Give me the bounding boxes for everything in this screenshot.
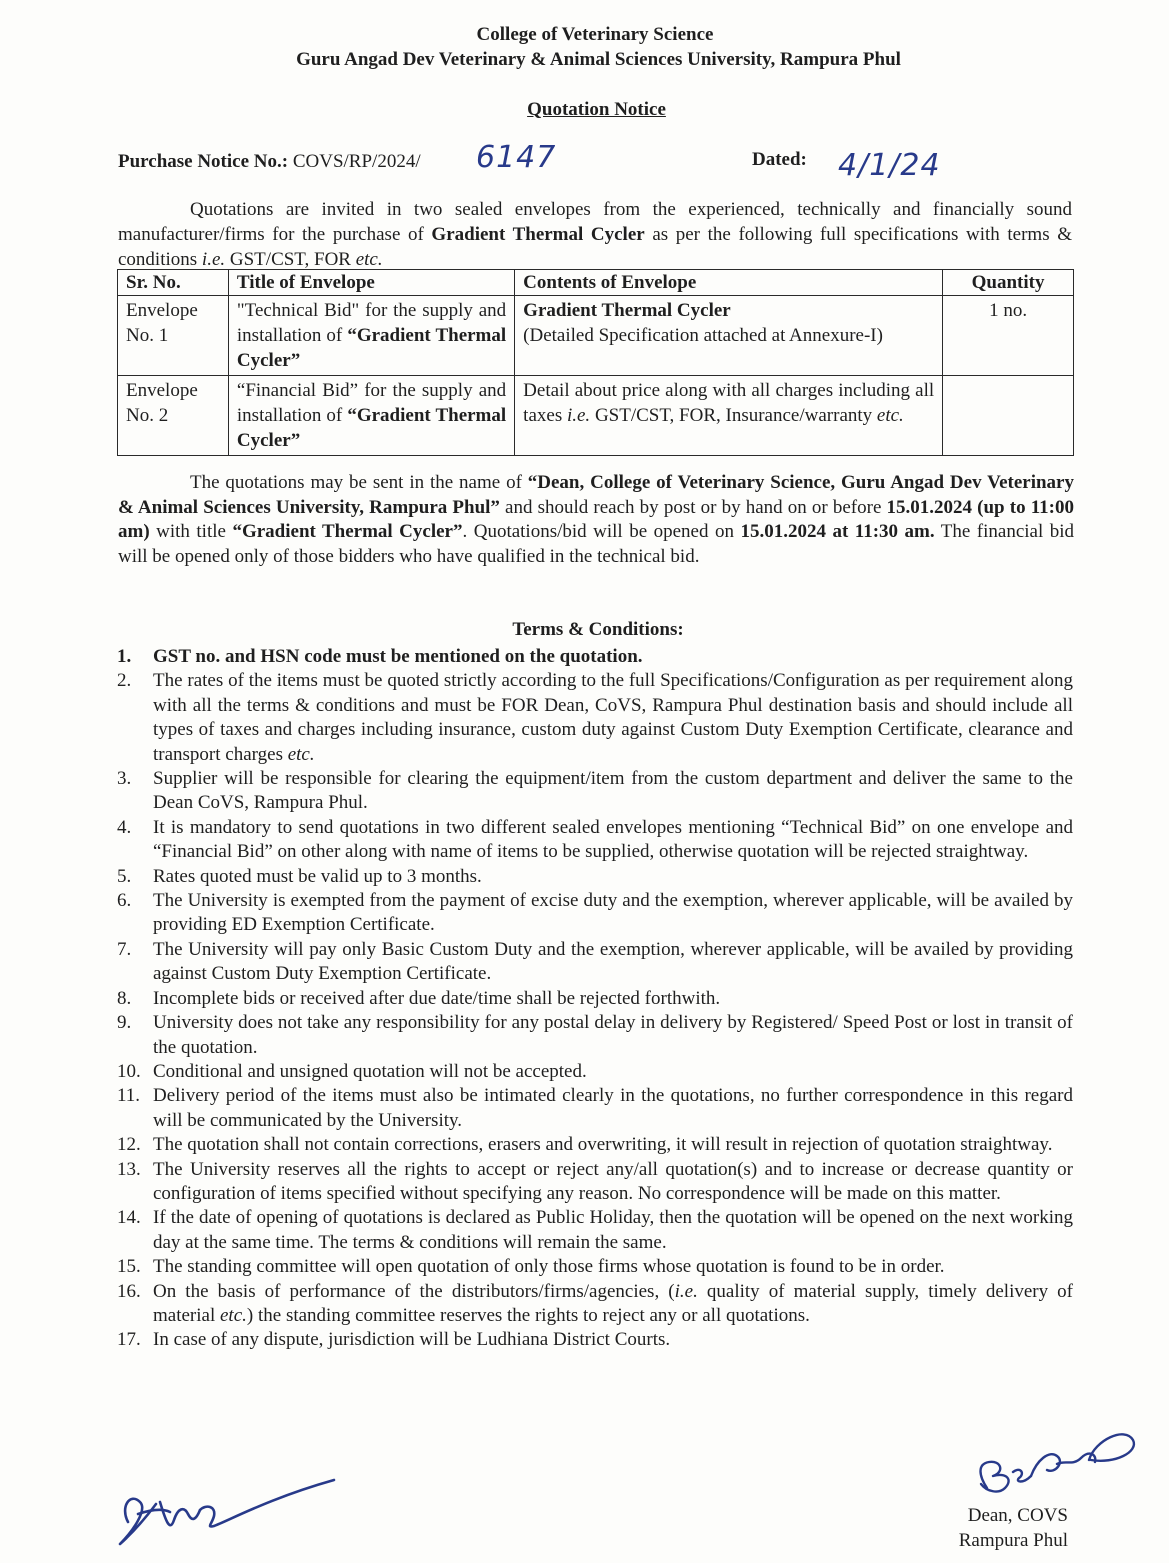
- column-header: Title of Envelope: [228, 270, 514, 296]
- table-cell: Envelope No. 2: [118, 376, 229, 456]
- list-item: 12. The quotation shall not contain corrections, erasers and overwriting, it will result in rejection of quotation straightway.: [117, 1134, 1053, 1156]
- list-item: 9. University does not take any responsibility for any postal delay in delivery by Registered/ Speed Post or lost in transit of the quotation.: [117, 1012, 1073, 1058]
- list-item: 17. In case of any dispute, jurisdiction will be Ludhiana District Courts.: [117, 1329, 671, 1351]
- column-header: Sr. No.: [118, 270, 229, 296]
- table-cell: 1 no.: [943, 296, 1074, 376]
- column-header: Contents of Envelope: [515, 270, 943, 296]
- list-item: 16. On the basis of performance of the distributors/firms/agencies, (i.e. quality of material supply, timely delivery of material etc.) the standing committee reserves the rights to reject any or all quotations.: [117, 1280, 1074, 1326]
- table-row: [118, 376, 1074, 456]
- list-item: 8. Incomplete bids or received after due date/time shall be rejected forthwith.: [117, 987, 721, 1009]
- table-cell: Envelope No. 1: [118, 296, 229, 376]
- terms-heading: Terms & Conditions:: [512, 619, 684, 640]
- handwritten-signature-right: [965, 1420, 1140, 1498]
- list-item: 3. Supplier will be responsible for clearing the equipment/item from the custom department and deliver the same to the Dean CoVS, Rampura Phul.: [117, 768, 1073, 814]
- signatory-location: Rampura Phul: [958, 1530, 1068, 1551]
- column-header: Quantity: [943, 270, 1074, 296]
- signatory-title: Dean, COVS: [967, 1505, 1068, 1526]
- handwritten-signature-left: [110, 1462, 345, 1557]
- table-cell: Gradient Thermal Cycler (Detailed Specification attached at Annexure-I): [515, 296, 943, 376]
- list-item: 6. The University is exempted from the payment of excise duty and the exemption, wherever applicable, will be availed by providing ED Exemption Certificate.: [117, 890, 1073, 936]
- college-name: College of Veterinary Science: [476, 24, 714, 45]
- list-item: 2. The rates of the items must be quoted strictly according to the full Specifications/Configuration as per requirement along with all the terms & conditions and must be FOR Dean, CoVS, Rampura Phul destination basis and should include all types of taxes and charges including insurance, custom duty against Custom Duty Exemption Certificate, clearance and transport charges etc.: [117, 670, 1073, 765]
- submission-paragraph: The quotations may be sent in the name of “Dean, College of Veterinary Science, Guru Angad Dev Veterinary & Animal Sciences University, Rampura Phul” and should reach by post or by hand on or before 15.01.2024 (up to 11:00 am) with title “Gradient Thermal Cycler”. Quotations/bid will be opened on 15.01.2024 at 11:30 am. The financial bid will be opened only of those bidders who have qualified in the technical bid.: [118, 472, 1075, 567]
- dated-label: Dated:: [752, 149, 807, 170]
- intro-paragraph: Quotations are invited in two sealed envelopes from the experienced, technically and financially sound manufacturer/firms for the purchase of Gradient Thermal Cycler as per the following full specifications with terms & conditions i.e. GST/CST, FOR etc.: [118, 199, 1072, 270]
- purchase-notice-number: [118, 151, 421, 173]
- list-item: 5. Rates quoted must be valid up to 3 months.: [117, 865, 482, 887]
- handwritten-notice-number: 6147: [476, 140, 557, 175]
- terms-list: [117, 645, 1073, 1353]
- university-name: Guru Angad Dev Veterinary & Animal Sciences University, Rampura Phul: [296, 49, 901, 70]
- table-cell: "Technical Bid" for the supply and installation of “Gradient Thermal Cycler”: [228, 296, 514, 376]
- table-cell: “Financial Bid” for the supply and installation of “Gradient Thermal Cycler”: [228, 376, 514, 456]
- envelope-table: [117, 269, 1074, 456]
- list-item: 10. Conditional and unsigned quotation will not be accepted.: [117, 1060, 587, 1082]
- table-cell: Detail about price along with all charges including all taxes i.e. GST/CST, FOR, Insurance/warranty etc.: [515, 376, 943, 456]
- list-item: 7. The University will pay only Basic Custom Duty and the exemption, wherever applicable, will be availed by providing against Custom Duty Exemption Certificate.: [117, 938, 1073, 985]
- signatory-block: [944, 1503, 1068, 1553]
- item-name: Gradient Thermal Cycler: [431, 224, 645, 245]
- list-item: 11. Delivery period of the items must also be intimated clearly in the quotations, no further correspondence in this regard will be communicated by the University.: [117, 1085, 1073, 1131]
- table-header-row: [118, 270, 1074, 296]
- page-title: Quotation Notice: [527, 99, 666, 120]
- purchase-notice-label: Purchase Notice No.:: [118, 151, 289, 172]
- list-item: 14. If the date of opening of quotations is declared as Public Holiday, then the quotation will be opened on the next working day at the same time. The terms & conditions will remain the same.: [117, 1207, 1073, 1253]
- list-item: 1. GST no. and HSN code must be mentioned on the quotation.: [117, 646, 643, 667]
- list-item: 15. The standing committee will open quotation of only those firms whose quotation is found to be in order.: [117, 1256, 945, 1278]
- purchase-notice-prefix: COVS/RP/2024/: [292, 151, 421, 172]
- table-cell: [943, 376, 1074, 456]
- list-item: 4. It is mandatory to send quotations in two different sealed envelopes mentioning “Technical Bid” on one envelope and “Financial Bid” on other along with name of items to be supplied, otherwise quotation will be rejected straightway.: [117, 816, 1073, 863]
- handwritten-date: 4/1/24: [838, 148, 941, 183]
- list-item: 13. The University reserves all the rights to accept or reject any/all quotation(s) and to increase or decrease quantity or configuration of items specified without specifying any reason. No correspondence will be made on this matter.: [117, 1158, 1073, 1204]
- table-row: [118, 296, 1074, 376]
